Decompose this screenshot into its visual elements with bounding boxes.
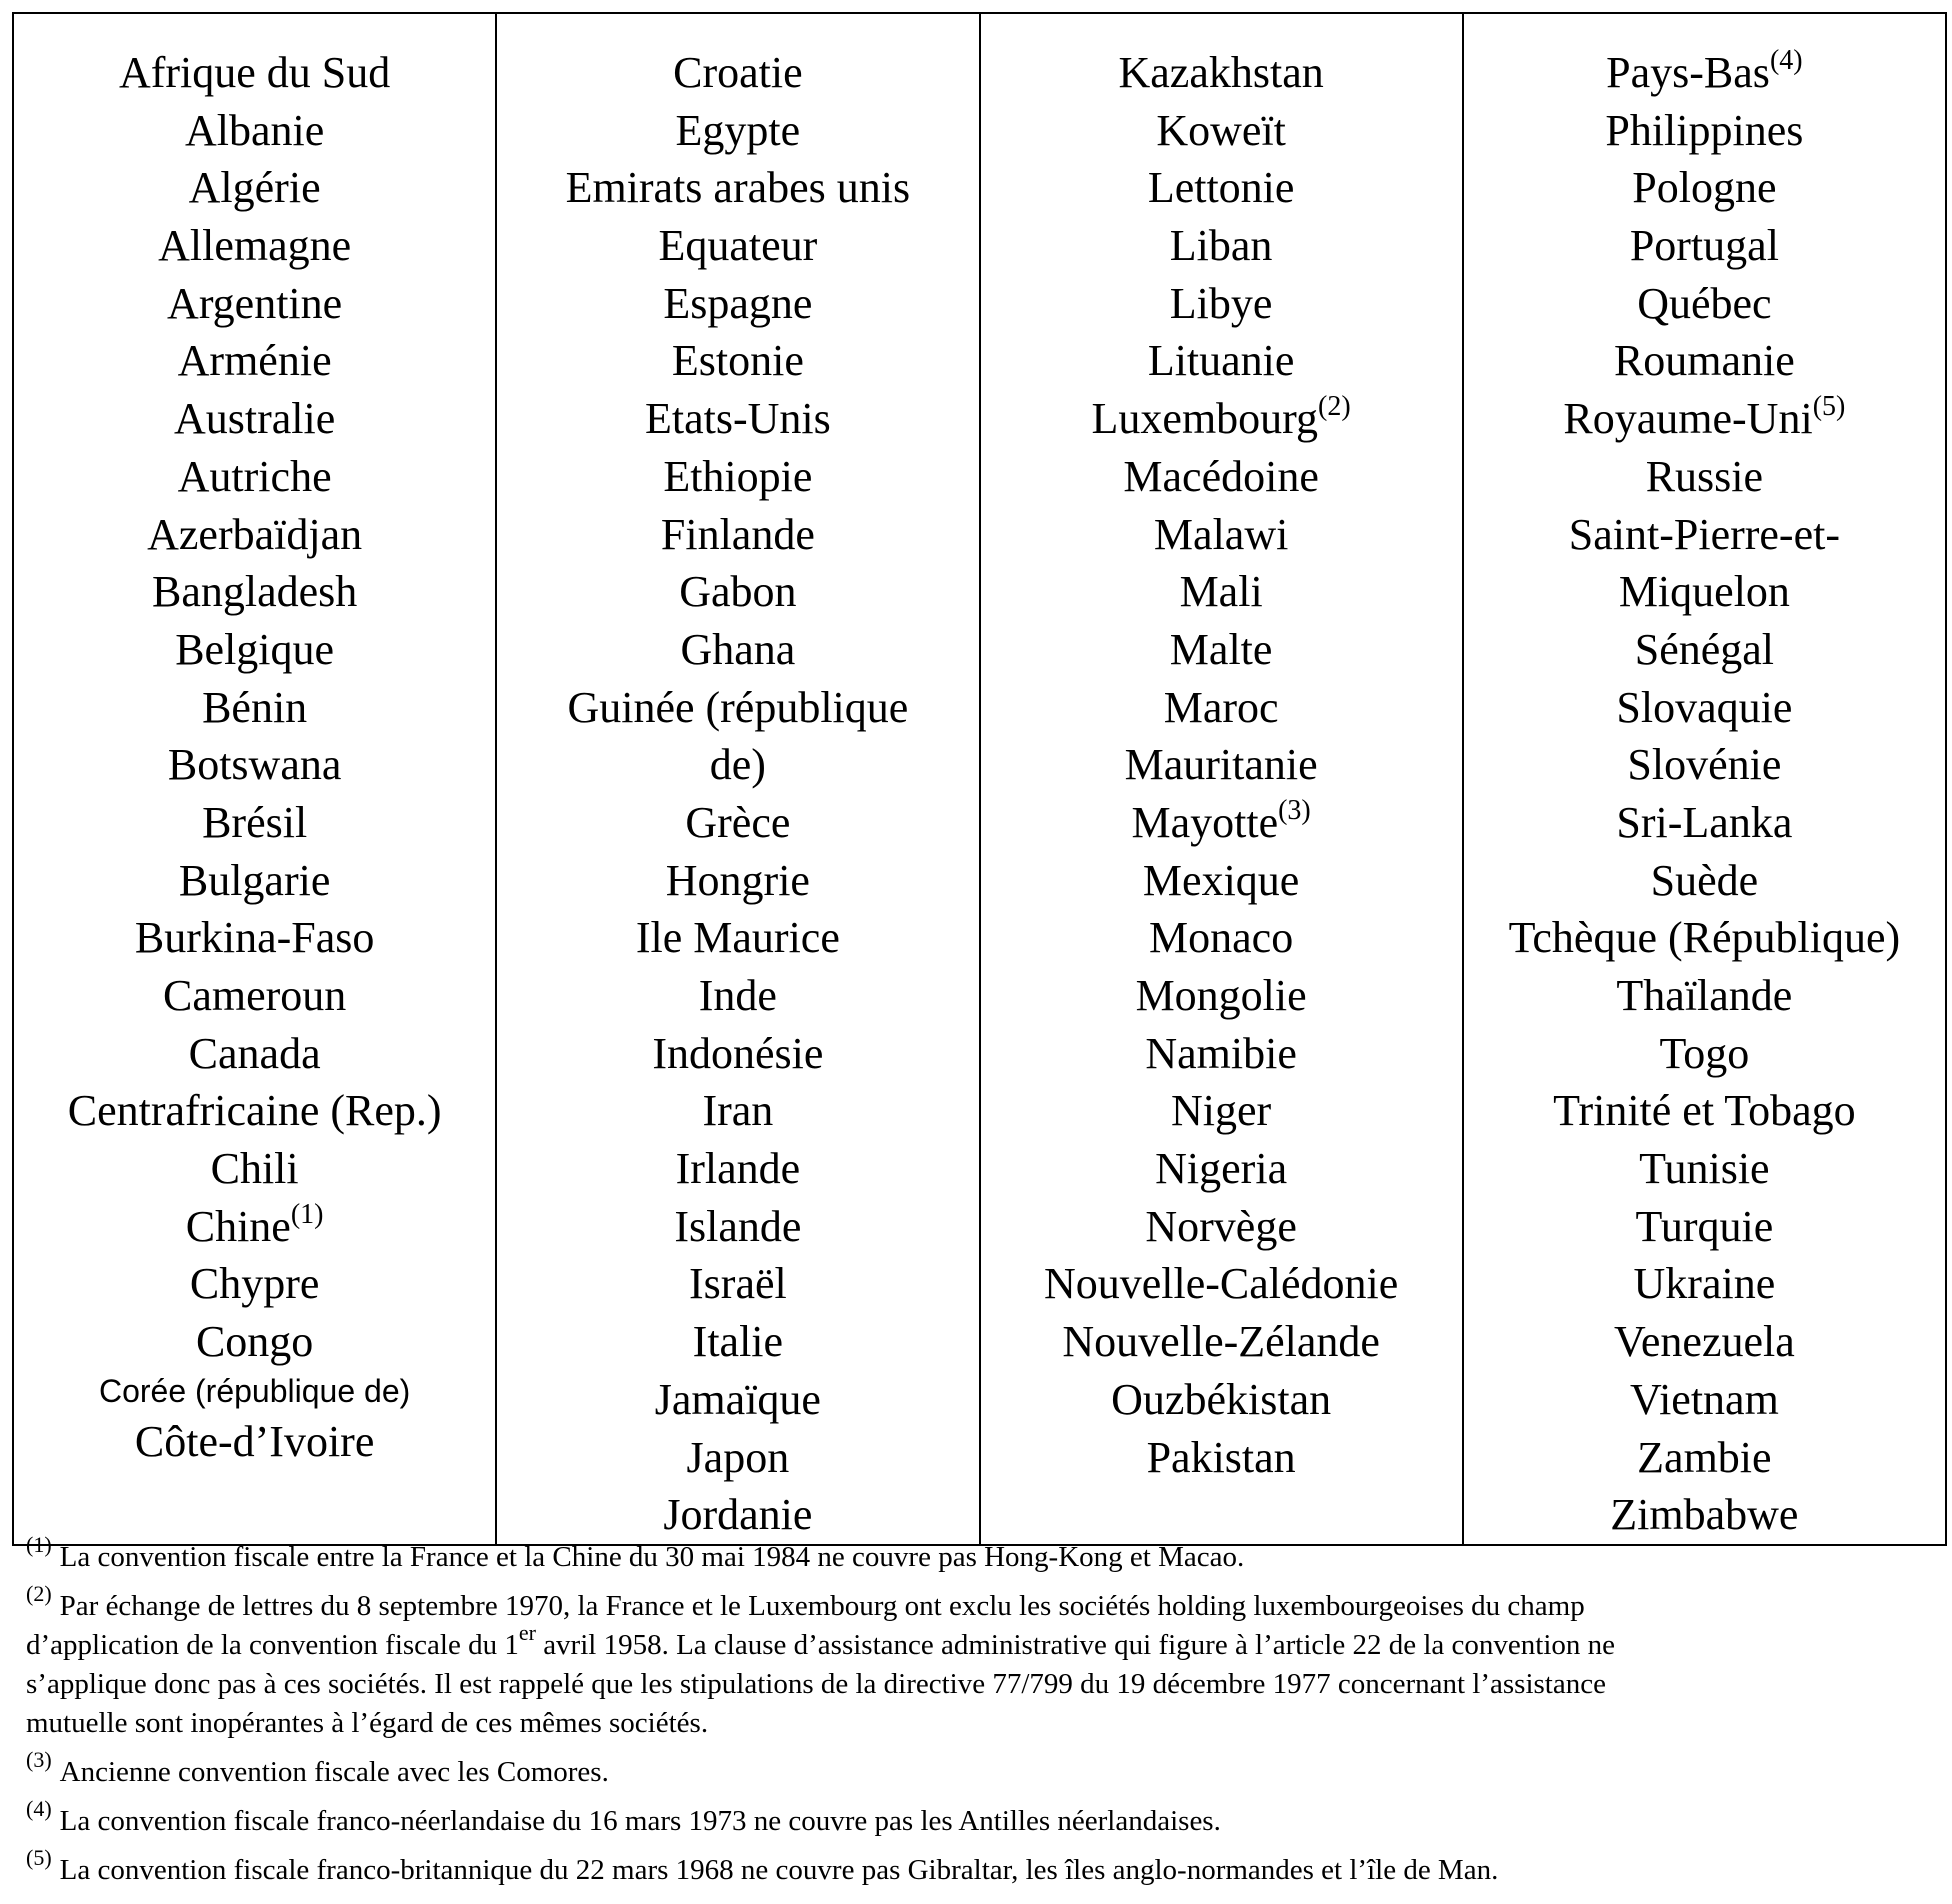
footnotes <box>26 1532 1941 1890</box>
country-name: Hongrie <box>665 855 810 905</box>
country-name: Liban <box>1169 221 1273 271</box>
country-name: Jamaïque <box>654 1374 821 1424</box>
footnote-line: d’application de la convention fiscale du 1er avril 1958. La clause d’assistance administrative qui figure à l’article 22 de la convention ne <box>26 1620 1615 1661</box>
country-name: Croatie <box>673 48 803 97</box>
footnote-line: s’applique donc pas à ces sociétés. Il est rappelé que les stipulations de la directive 77/799 du 19 décembre 1977 concernant l’assistance <box>26 1668 1606 1700</box>
country-name: Centrafricaine (Rep.) <box>67 1086 442 1136</box>
country-entry <box>981 679 1462 737</box>
column-1 <box>13 13 496 1545</box>
country-entry <box>981 102 1462 160</box>
column-1-list <box>14 14 495 1472</box>
footnote-marker: (4) <box>26 1796 52 1821</box>
country-name: Mongolie <box>1135 971 1307 1020</box>
country-entry <box>14 909 495 967</box>
footnote-ref: (1) <box>290 1198 324 1230</box>
country-name: Pologne <box>1632 163 1777 213</box>
country-entry <box>1464 506 1945 564</box>
country-entry <box>1464 621 1945 679</box>
country-name: Tchèque (République) <box>1508 913 1901 963</box>
country-entry <box>981 275 1462 333</box>
country-name: Ghana <box>680 624 796 674</box>
country-entry <box>14 1140 495 1198</box>
country-entry <box>14 44 495 102</box>
country-name: Thaïlande <box>1616 971 1793 1020</box>
country-name: Norvège <box>1145 1201 1297 1251</box>
country-entry <box>497 1255 978 1313</box>
country-name: Botswana <box>167 740 342 790</box>
country-name: Sénégal <box>1634 624 1775 674</box>
country-entry <box>14 1082 495 1140</box>
footnote-line: $^{(4)}$ La convention fiscale franco-néerlandaise du 16 mars 1973 ne couvre pas les Antilles néerlandaises. <box>26 1796 1221 1837</box>
country-entry <box>981 794 1462 852</box>
country-entry <box>1464 1429 1945 1487</box>
country-entry <box>14 621 495 679</box>
footnote-line: $^{(1)}$ La convention fiscale entre la France et la Chine du 30 mai 1984 ne couvre pas Hong-Kong et Macao. <box>26 1532 1245 1573</box>
country-name: Arménie <box>177 336 332 386</box>
country-name: Argentine <box>167 278 343 328</box>
country-name: Lettonie <box>1147 163 1295 213</box>
country-entry <box>981 332 1462 390</box>
country-entry <box>1464 563 1945 621</box>
country-name: Guinée (république <box>567 682 909 732</box>
column-3-list <box>981 14 1462 1486</box>
country-name: Ethiopie <box>663 451 813 501</box>
country-name: Indonésie <box>652 1028 824 1078</box>
country-name: Saint-Pierre-et- <box>1568 509 1840 559</box>
country-entry <box>981 1140 1462 1198</box>
country-entry <box>1464 1313 1945 1371</box>
column-2-list <box>497 14 978 1544</box>
country-name: Grèce <box>685 797 791 847</box>
country-name: Zambie <box>1637 1432 1772 1482</box>
country-entry <box>1464 217 1945 275</box>
country-name: Australie <box>173 394 336 444</box>
country-name: Zimbabwe <box>1610 1490 1799 1540</box>
country-entry <box>14 679 495 737</box>
footnote-line: $^{(3)}$ Ancienne convention fiscale avec les Comores. <box>26 1747 609 1788</box>
country-name: Roumanie <box>1613 336 1795 386</box>
footnote-line: $^{(2)}$ Par échange de lettres du 8 septembre 1970, la France et le Luxembourg ont exclu les sociétés holding luxembourgeoises du champ <box>26 1581 1585 1622</box>
country-name: Finlande <box>660 509 815 559</box>
country-entry <box>981 159 1462 217</box>
country-entry <box>497 794 978 852</box>
country-entry <box>14 506 495 564</box>
country-name: Royaume-Uni <box>1563 394 1813 444</box>
country-entry <box>14 563 495 621</box>
country-name: Mexique <box>1142 855 1300 905</box>
country-name: Niger <box>1171 1086 1272 1136</box>
country-name: Québec <box>1637 278 1772 328</box>
country-name: Gabon <box>679 567 797 617</box>
country-entry <box>1464 852 1945 910</box>
country-entry <box>14 102 495 160</box>
country-name: Inde <box>698 971 777 1020</box>
country-entry <box>497 275 978 333</box>
country-entry <box>14 1313 495 1371</box>
country-entry <box>981 1371 1462 1429</box>
footnote-ref: (3) <box>1278 794 1311 826</box>
country-name: Tunisie <box>1639 1144 1770 1194</box>
country-name: Malte <box>1169 624 1273 674</box>
country-name: Malawi <box>1153 509 1289 559</box>
country-name: Ukraine <box>1633 1259 1776 1309</box>
country-entry <box>497 159 978 217</box>
country-name: Azerbaïdjan <box>147 509 363 559</box>
country-name: Chili <box>210 1144 299 1194</box>
country-name: Monaco <box>1149 913 1294 963</box>
country-name: Allemagne <box>158 221 352 271</box>
country-name: Algérie <box>188 163 321 213</box>
column-4 <box>1463 13 1946 1545</box>
country-entry <box>497 852 978 910</box>
country-entry <box>981 448 1462 506</box>
country-entry <box>981 967 1462 1025</box>
country-entry <box>497 332 978 390</box>
country-entry <box>1464 275 1945 333</box>
country-name: Japon <box>686 1432 790 1482</box>
country-entry <box>981 217 1462 275</box>
country-entry <box>14 794 495 852</box>
footnote-marker: (5) <box>26 1845 52 1870</box>
country-entry <box>1464 967 1945 1025</box>
country-entry <box>981 1255 1462 1313</box>
country-name: Mayotte <box>1131 797 1279 847</box>
country-entry <box>1464 448 1945 506</box>
country-name: Albanie <box>184 105 325 155</box>
country-name: Congo <box>195 1317 314 1367</box>
country-entry <box>1464 102 1945 160</box>
column-3 <box>980 13 1463 1545</box>
country-entry <box>14 736 495 794</box>
country-entry <box>497 1313 978 1371</box>
country-entry <box>1464 332 1945 390</box>
ordinal-suffix: er <box>518 1620 536 1645</box>
country-name: Turquie <box>1635 1201 1774 1251</box>
country-entry <box>1464 909 1945 967</box>
country-entry <box>1464 159 1945 217</box>
country-name: Philippines <box>1605 105 1804 155</box>
country-name: Autriche <box>177 451 332 501</box>
country-entry <box>981 736 1462 794</box>
country-name: Egypte <box>675 105 801 155</box>
country-entry <box>14 1371 495 1412</box>
footnote-marker: (1) <box>26 1532 52 1557</box>
table-row <box>13 13 1946 1545</box>
country-name: Mauritanie <box>1124 740 1318 790</box>
country-name: Canada <box>188 1028 321 1078</box>
country-name: Côte-d’Ivoire <box>134 1416 375 1466</box>
country-entry <box>497 1082 978 1140</box>
footnote-ref: (2) <box>1318 391 1351 423</box>
country-name: de) <box>709 740 766 790</box>
country-name: Bulgarie <box>178 855 331 905</box>
country-entry <box>1464 679 1945 737</box>
country-name: Trinité et Tobago <box>1553 1086 1856 1136</box>
country-name: Macédoine <box>1123 451 1319 501</box>
country-entry <box>14 1255 495 1313</box>
country-entry <box>981 563 1462 621</box>
country-entry <box>14 332 495 390</box>
country-name: Israël <box>689 1259 787 1309</box>
column-2 <box>496 13 979 1545</box>
country-name: Pakistan <box>1146 1432 1296 1482</box>
country-entry <box>497 506 978 564</box>
country-name: Brésil <box>202 797 308 847</box>
country-name: Chypre <box>189 1259 320 1309</box>
country-entry <box>1464 44 1945 102</box>
country-name: Etats-Unis <box>644 394 831 444</box>
country-entry <box>981 1429 1462 1487</box>
country-entry <box>981 1198 1462 1256</box>
country-name: Nouvelle-Calédonie <box>1043 1259 1399 1309</box>
country-entry <box>497 967 978 1025</box>
country-entry <box>1464 1255 1945 1313</box>
country-entry <box>1464 1198 1945 1256</box>
country-name: Equateur <box>658 221 818 271</box>
footnote-line: mutuelle sont inopérantes à l’égard de ces mêmes sociétés. <box>26 1707 709 1739</box>
country-name: Irlande <box>675 1144 801 1194</box>
country-entry <box>14 159 495 217</box>
country-entry <box>497 909 978 967</box>
country-entry <box>14 217 495 275</box>
country-name: Russie <box>1645 451 1764 501</box>
country-name: Cameroun <box>162 971 347 1020</box>
country-entry <box>981 1313 1462 1371</box>
footnote-line: $^{(5)}$ La convention fiscale franco-britannique du 22 mars 1968 ne couvre pas Gibraltar, les îles anglo-normandes et l’île de Man. <box>26 1845 1499 1886</box>
country-entry <box>981 852 1462 910</box>
country-name: Lituanie <box>1147 336 1295 386</box>
country-name: Corée (république de) <box>98 1372 411 1409</box>
country-name: Mali <box>1179 567 1263 617</box>
country-entry <box>1464 390 1945 448</box>
country-name: Luxembourg <box>1091 394 1319 444</box>
country-entry <box>14 448 495 506</box>
country-name: Islande <box>674 1201 802 1251</box>
country-entry <box>497 1025 978 1083</box>
country-entry <box>14 1025 495 1083</box>
country-name: Estonie <box>671 336 804 386</box>
country-name: Maroc <box>1163 682 1279 732</box>
country-name: Bangladesh <box>151 567 358 617</box>
country-entry <box>981 909 1462 967</box>
column-4-list <box>1464 14 1945 1544</box>
country-name: Togo <box>1659 1028 1750 1078</box>
country-entry <box>1464 1140 1945 1198</box>
footnote-marker: (2) <box>26 1581 52 1606</box>
country-name: Venezuela <box>1613 1317 1795 1367</box>
country-entry <box>981 1082 1462 1140</box>
country-name: Emirats arabes unis <box>565 163 911 213</box>
footnote-ref: (5) <box>1812 391 1846 423</box>
country-name: Ile Maurice <box>635 913 840 963</box>
country-name: Koweït <box>1156 105 1286 155</box>
country-entry <box>497 44 978 102</box>
country-entry <box>1464 736 1945 794</box>
country-entry <box>497 1198 978 1256</box>
country-entry <box>14 1198 495 1256</box>
country-name: Slovénie <box>1627 740 1782 790</box>
country-entry <box>497 102 978 160</box>
country-entry <box>1464 1371 1945 1429</box>
country-entry <box>497 1429 978 1487</box>
country-entry <box>497 1371 978 1429</box>
country-name: Espagne <box>663 278 813 328</box>
country-entry <box>1464 1082 1945 1140</box>
country-entry <box>497 448 978 506</box>
country-entry <box>14 852 495 910</box>
country-name: Miquelon <box>1618 567 1790 617</box>
country-entry <box>497 679 978 737</box>
country-name: Ouzbékistan <box>1111 1374 1332 1424</box>
country-name: Chine <box>185 1201 291 1251</box>
country-table <box>12 12 1947 1546</box>
country-name: Bénin <box>202 682 308 732</box>
country-name: Italie <box>692 1317 784 1367</box>
country-entry <box>14 1412 495 1472</box>
country-entry <box>497 621 978 679</box>
country-entry <box>497 563 978 621</box>
footnote-ref: (4) <box>1769 45 1803 76</box>
country-entry <box>497 1140 978 1198</box>
country-entry <box>497 736 978 794</box>
country-name: Pays-Bas <box>1606 48 1770 97</box>
country-name: Vietnam <box>1629 1374 1779 1424</box>
country-name: Burkina-Faso <box>134 913 375 963</box>
country-entry <box>1464 1025 1945 1083</box>
country-name: Jordanie <box>663 1490 813 1540</box>
country-name: Belgique <box>175 624 335 674</box>
country-name: Portugal <box>1629 221 1779 271</box>
country-entry <box>14 390 495 448</box>
country-entry <box>1464 794 1945 852</box>
country-name: Sri-Lanka <box>1616 797 1793 847</box>
country-entry <box>981 44 1462 102</box>
country-name: Kazakhstan <box>1118 48 1324 97</box>
country-name: Nigeria <box>1155 1144 1288 1194</box>
country-name: Libye <box>1169 278 1273 328</box>
country-name: Slovaquie <box>1616 682 1793 732</box>
country-name: Namibie <box>1145 1028 1297 1078</box>
footnote-marker: (3) <box>26 1747 52 1772</box>
country-entry <box>497 390 978 448</box>
country-entry <box>1464 1486 1945 1544</box>
country-entry <box>981 621 1462 679</box>
country-entry <box>14 967 495 1025</box>
country-name: Nouvelle-Zélande <box>1062 1317 1380 1367</box>
country-name: Iran <box>702 1086 774 1136</box>
country-entry <box>14 275 495 333</box>
country-entry <box>981 506 1462 564</box>
country-entry <box>981 1025 1462 1083</box>
country-entry <box>497 1486 978 1544</box>
country-name: Suède <box>1650 855 1759 905</box>
country-name: Afrique du Sud <box>118 48 391 97</box>
country-entry <box>981 390 1462 448</box>
country-entry <box>497 217 978 275</box>
